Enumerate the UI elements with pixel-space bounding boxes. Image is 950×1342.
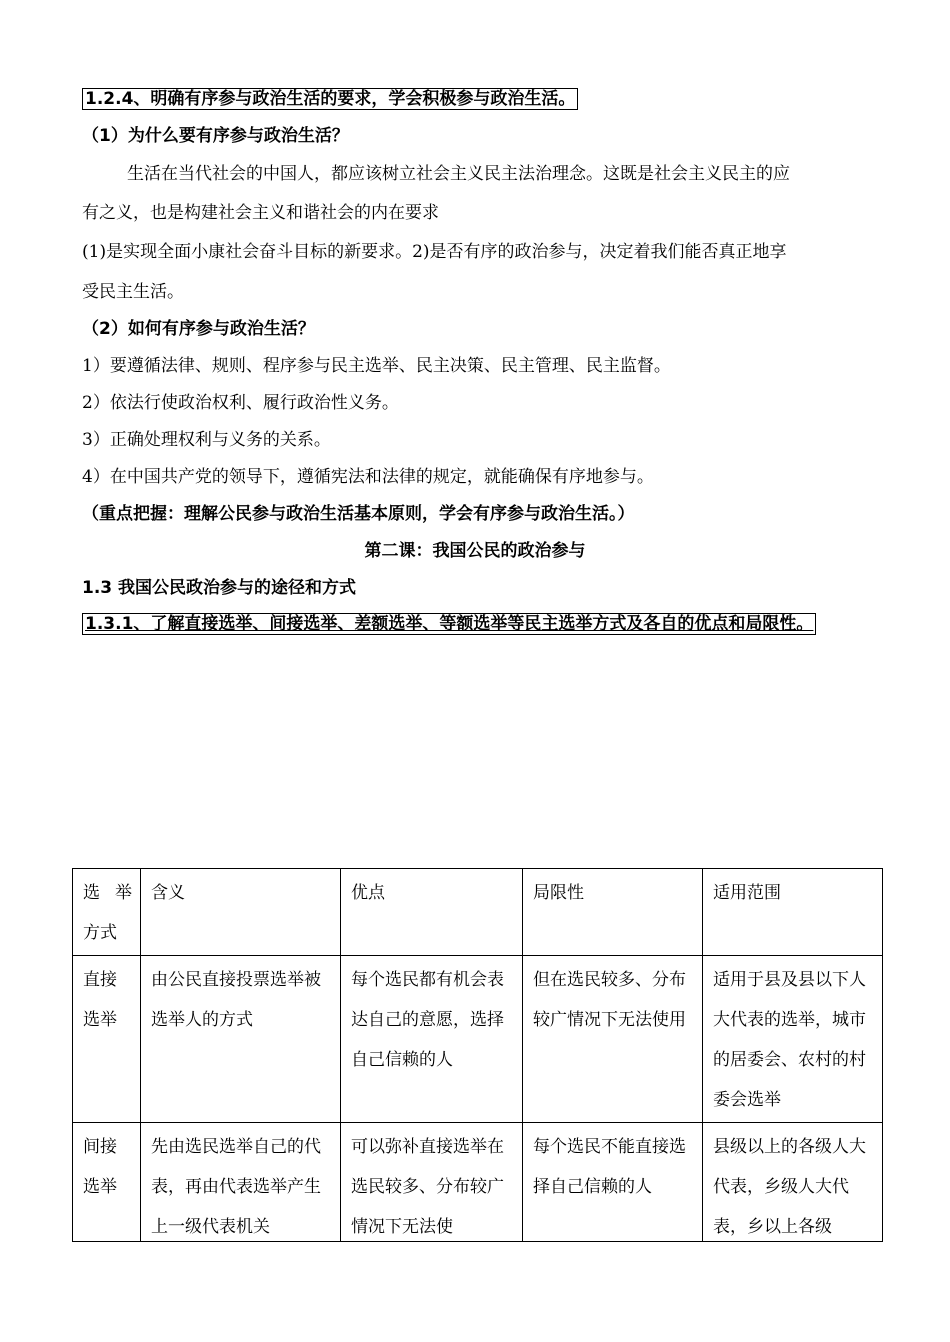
- table-cell: 先由选民选举自己的代表，再由代表选举产生上一级代表机关: [141, 1123, 341, 1242]
- table-cell: 直接选举: [73, 956, 141, 1123]
- question-1: （1）为什么要有序参与政治生活？: [82, 126, 349, 146]
- table-cell: 县级以上的各级人大代表，乡级人大代表，乡以上各级: [703, 1123, 883, 1242]
- question-2: （2）如何有序参与政治生活？: [82, 319, 315, 339]
- table-header-row: [73, 869, 883, 956]
- table-header-cell: 适用范围: [703, 869, 883, 956]
- table-row: [73, 1123, 883, 1242]
- list-item-2: 2）依法行使政治权利、履行政治性义务。: [82, 393, 399, 413]
- section-heading-1-2-4: 1.2.4、明确有序参与政治生活的要求，学会积极参与政治生活。: [82, 88, 578, 110]
- key-point-note: （重点把握：理解公民参与政治生活基本原则，学会有序参与政治生活。）: [82, 504, 635, 524]
- table-cell: 适用于县及县以下人大代表的选举，城市的居委会、农村的村委会选举: [703, 956, 883, 1123]
- list-item-1: 1）要遵循法律、规则、程序参与民主选举、民主决策、民主管理、民主监督。: [82, 356, 671, 376]
- paragraph-2-line-1: (1)是实现全面小康社会奋斗目标的新要求。2)是否有序的政治参与，决定着我们能否真正地享: [82, 242, 787, 262]
- table-cell: 每个选民都有机会表达自己的意愿，选择自己信赖的人: [341, 956, 523, 1123]
- table-cell: 间接选举: [73, 1123, 141, 1242]
- table-header-cell: 优点: [341, 869, 523, 956]
- table-row: [73, 956, 883, 1123]
- paragraph-1-line-2: 有之义，也是构建社会主义和谐社会的内在要求: [82, 203, 439, 223]
- section-heading-1-3-1: 1.3.1、了解直接选举、间接选举、差额选举、等额选举等民主选举方式及各自的优点和局限性。: [82, 613, 816, 635]
- lesson-title: 第二课：我国公民的政治参与: [364, 541, 586, 561]
- paragraph-1-line-1: 生活在当代社会的中国人，都应该树立社会主义民主法治理念。这既是社会主义民主的应: [127, 164, 790, 184]
- table-header-cell: 选举方式: [73, 869, 141, 956]
- table-cell: 每个选民不能直接选择自己信赖的人: [523, 1123, 703, 1242]
- table-header-cell: 局限性: [523, 869, 703, 956]
- list-item-3: 3）正确处理权利与义务的关系。: [82, 430, 331, 450]
- election-methods-table: [72, 868, 883, 1242]
- list-item-4: 4）在中国共产党的领导下，遵循宪法和法律的规定，就能确保有序地参与。: [82, 467, 654, 487]
- table-cell: 由公民直接投票选举被选举人的方式: [141, 956, 341, 1123]
- paragraph-2-line-2: 受民主生活。: [82, 282, 184, 302]
- table-cell: 但在选民较多、分布较广情况下无法使用: [523, 956, 703, 1123]
- section-heading-1-3: 1.3 我国公民政治参与的途径和方式: [82, 578, 357, 598]
- table-cell: 可以弥补直接选举在选民较多、分布较广情况下无法使: [341, 1123, 523, 1242]
- table-header-cell: 含义: [141, 869, 341, 956]
